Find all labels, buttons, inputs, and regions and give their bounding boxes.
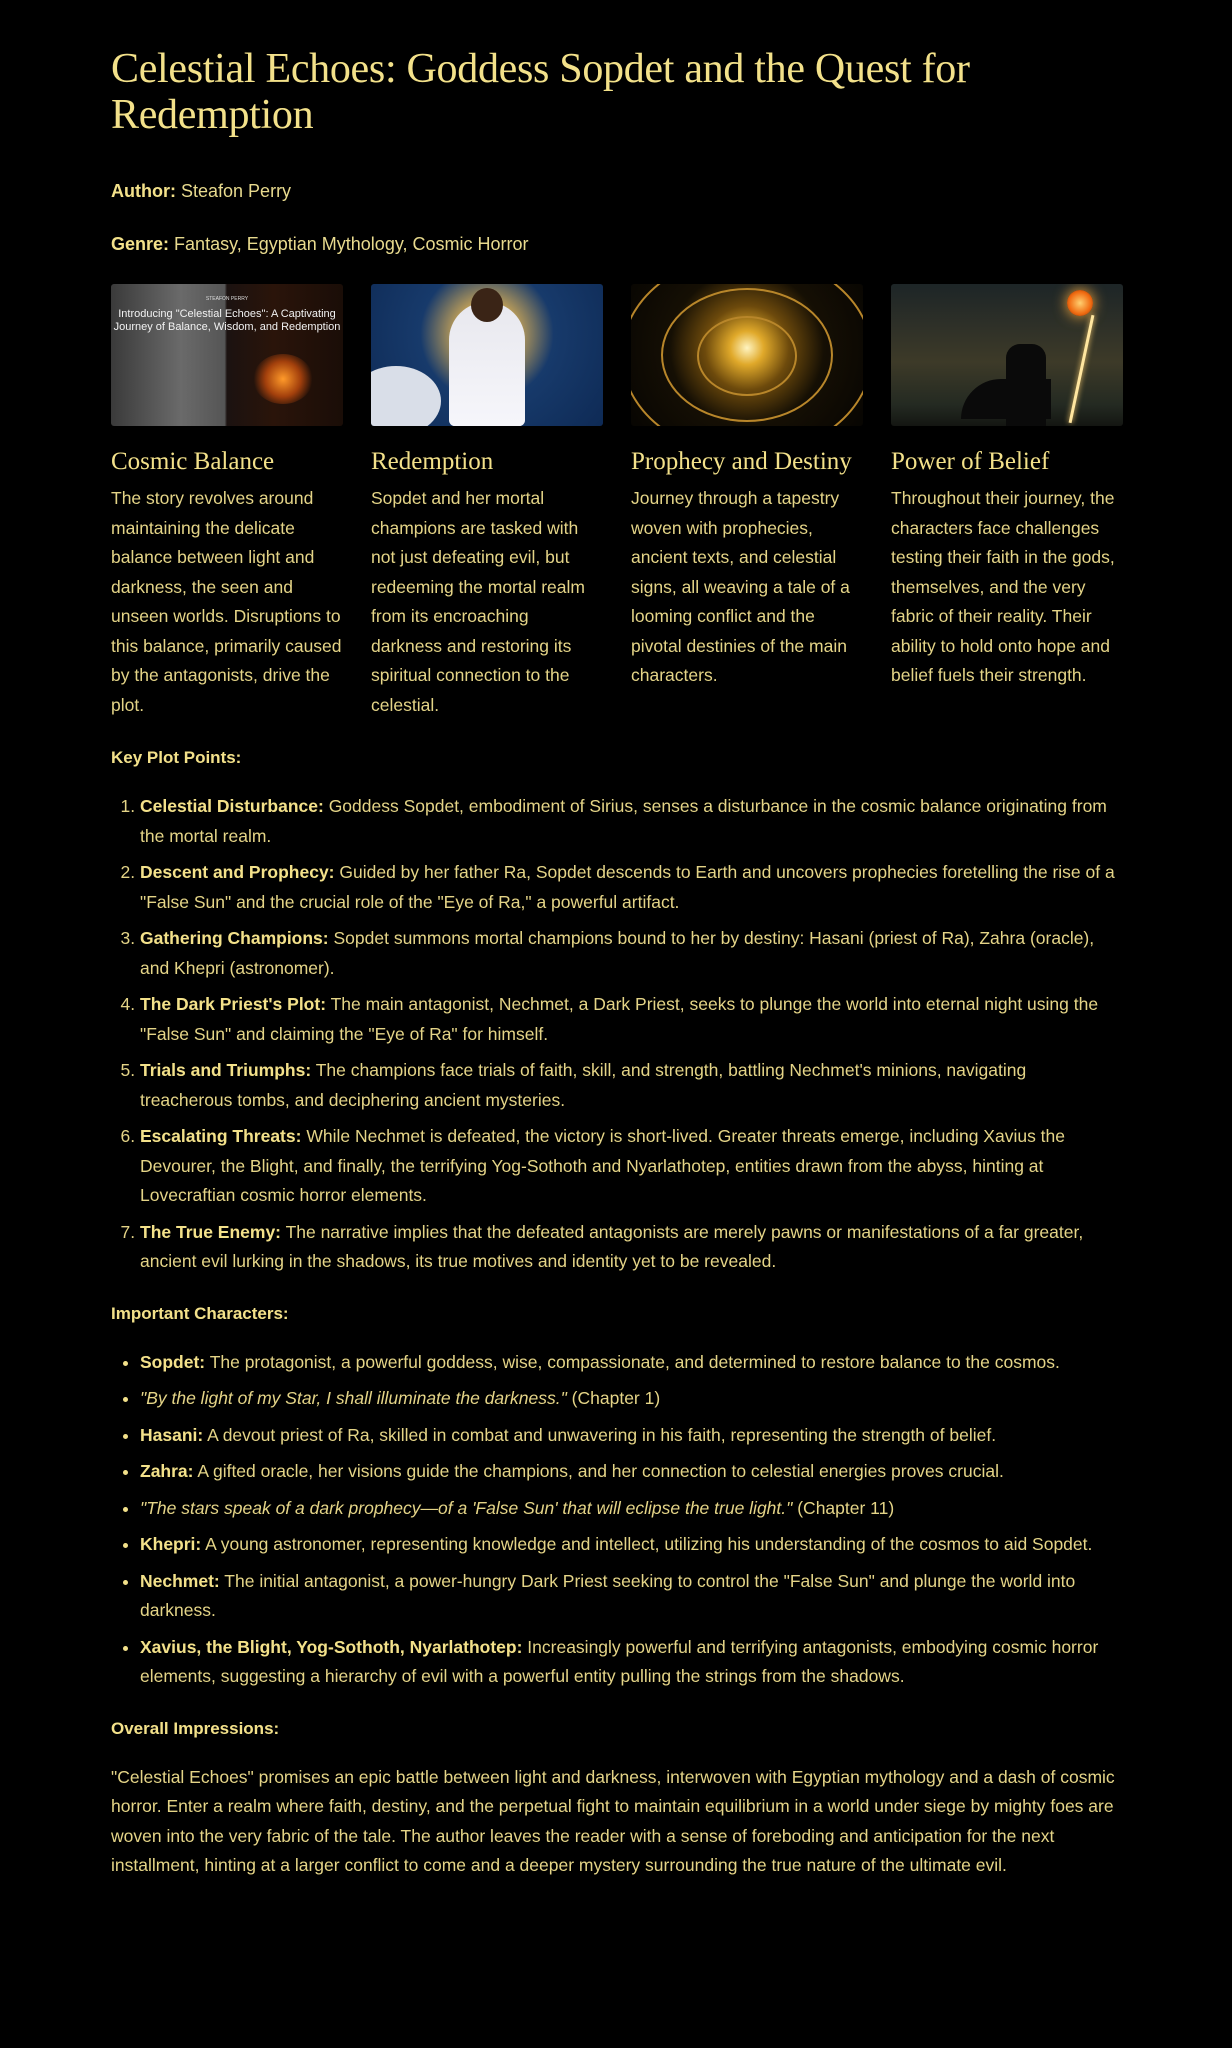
zodiac-wheel-image bbox=[631, 284, 863, 426]
quote-source: (Chapter 11) bbox=[797, 1497, 895, 1518]
character-description: The initial antagonist, a power-hungry Dark Priest seeking to control the "False Sun" and plunge the world into darkness. bbox=[140, 1570, 1076, 1620]
plot-item-label: Gathering Champions: bbox=[140, 928, 329, 948]
impressions-heading: Overall Impressions: bbox=[111, 1718, 280, 1738]
figure-silhouette bbox=[1006, 344, 1046, 426]
author-name: Steafon Perry bbox=[181, 181, 292, 201]
plot-item-text: The champions face trials of faith, skill, and strength, battling Nechmet's minions, navigating treacherous tombs, and deciphering ancient mysteries. bbox=[140, 1060, 1027, 1110]
goddess-image bbox=[371, 284, 603, 426]
author-line bbox=[111, 178, 1121, 204]
plot-item-label: Trials and Triumphs: bbox=[140, 1060, 312, 1080]
plot-item-label: Descent and Prophecy: bbox=[140, 862, 335, 882]
quote-source: (Chapter 1) bbox=[571, 1388, 661, 1408]
fire-glow bbox=[253, 354, 313, 404]
plot-item-label: The True Enemy: bbox=[140, 1221, 282, 1242]
quote-item bbox=[140, 1494, 1121, 1524]
plot-item bbox=[140, 858, 1121, 917]
card-text: Throughout their journey, the characters face challenges testing their faith in the gods, themselves, and the very fabric of their reality. Their ability to hold onto hope and belief fuels their strength. bbox=[891, 488, 1115, 685]
image-overlay-text: Introducing "Celestial Echoes": A Captivating Journey of Balance, Wisdom, and Redemption bbox=[113, 308, 341, 333]
quote-text: "The stars speak of a dark prophecy—of a 'False Sun' that will eclipse the true light." bbox=[140, 1497, 793, 1518]
character-name: Sopdet: bbox=[140, 1351, 206, 1372]
two-faced-portrait-image bbox=[111, 284, 343, 426]
plot-item-text: The narrative implies that the defeated antagonists are merely pawns or manifestations of a far greater, ancient evil lurking in the shadows, its true motives and identity yet to be revealed. bbox=[140, 1221, 1084, 1271]
theme-card-prophecy bbox=[631, 284, 863, 720]
plot-item bbox=[140, 792, 1121, 851]
ring-inner bbox=[697, 316, 797, 396]
theme-card-belief bbox=[891, 284, 1123, 720]
character-item bbox=[140, 1421, 1121, 1451]
impressions-text: "Celestial Echoes" promises an epic battle between light and darkness, interwoven with Egyptian mythology and a dash of cosmic horror. Enter a realm where faith, destiny, and the perpetual fight to maintain equilibrium in a world under siege by mighty foes are woven into the very fabric of the tale. The author leaves the reader with a sense of foreboding and anticipation for the next installment, hinting at a larger conflict to come and a deeper mystery surrounding the true nature of the ultimate evil. bbox=[111, 1766, 1115, 1875]
character-description: A gifted oracle, her visions guide the champions, and her connection to celestial energies proves crucial. bbox=[197, 1461, 1004, 1481]
lightning-bolt bbox=[1069, 315, 1095, 423]
quote-item bbox=[140, 1384, 1121, 1414]
theme-cards bbox=[111, 284, 1121, 720]
genre-label: Genre: bbox=[111, 234, 170, 254]
author-label: Author: bbox=[111, 181, 176, 201]
character-description: Increasingly powerful and terrifying antagonists, embodying cosmic horror elements, suggesting a hierarchy of evil with a powerful entity pulling the strings from the shadows. bbox=[140, 1636, 1099, 1686]
card-title: Redemption bbox=[371, 448, 494, 475]
characters-list bbox=[111, 1348, 1121, 1692]
plot-item bbox=[140, 1122, 1121, 1211]
sun-orb bbox=[1067, 290, 1093, 316]
card-text: Sopdet and her mortal champions are tasked with not just defeating evil, but redeeming the mortal realm from its encroaching darkness and restoring its spiritual connection to the celestial. bbox=[371, 488, 585, 715]
quote-text: "By the light of my Star, I shall illuminate the darkness." bbox=[140, 1388, 567, 1408]
card-text: The story revolves around maintaining the delicate balance between light and darkness, the seen and unseen worlds. Disruptions to this balance, primarily caused by the antagonists, drive the plot. bbox=[111, 488, 342, 715]
plot-item bbox=[140, 924, 1121, 983]
plot-item-text: Guided by her father Ra, Sopdet descends to Earth and uncovers prophecies foretelling the rise of a "False Sun" and the crucial role of the "Eye of Ra," a powerful artifact. bbox=[140, 862, 1115, 912]
character-item bbox=[140, 1530, 1121, 1560]
character-name: Hasani: bbox=[140, 1424, 204, 1445]
plot-item bbox=[140, 1218, 1121, 1277]
image-overlay-subtitle: STEAFON PERRY bbox=[205, 296, 249, 302]
card-text: Journey through a tapestry woven with prophecies, ancient texts, and celestial signs, all weaving a tale of a looming conflict and the pivotal destinies of the main characters. bbox=[631, 488, 850, 685]
plot-list bbox=[111, 792, 1121, 1277]
character-item bbox=[140, 1633, 1121, 1692]
plot-item-label: The Dark Priest's Plot: bbox=[140, 994, 327, 1014]
plot-item-label: Celestial Disturbance: bbox=[140, 796, 324, 816]
plot-item bbox=[140, 1056, 1121, 1115]
character-name: Khepri: bbox=[140, 1534, 202, 1554]
character-name: Zahra: bbox=[140, 1461, 194, 1481]
plot-heading: Key Plot Points: bbox=[111, 748, 242, 767]
theme-card-cosmic-balance bbox=[111, 284, 343, 720]
character-item bbox=[140, 1348, 1121, 1378]
plot-item-text: While Nechmet is defeated, the victory is short-lived. Greater threats emerge, including Xavius the Devourer, the Blight, and finally, the terrifying Yog-Sothoth and Nyarlathotep, entities drawn from the abyss, hinting at Lovecraftian cosmic horror elements. bbox=[140, 1126, 1066, 1205]
goddess-head bbox=[471, 288, 503, 322]
genre-value: Fantasy, Egyptian Mythology, Cosmic Horror bbox=[174, 234, 529, 254]
genre-line bbox=[111, 231, 1121, 257]
character-name: Nechmet: bbox=[140, 1570, 220, 1591]
card-title: Power of Belief bbox=[891, 448, 1050, 475]
character-item bbox=[140, 1457, 1121, 1487]
character-name: Xavius, the Blight, Yog-Sothoth, Nyarlathotep: bbox=[140, 1636, 523, 1657]
character-description: A young astronomer, representing knowledge and intellect, utilizing his understanding of the cosmos to aid Sopdet. bbox=[205, 1534, 1093, 1554]
page-title: Celestial Echoes: Goddess Sopdet and the Quest for Redemption bbox=[111, 46, 970, 138]
plot-item-label: Escalating Threats: bbox=[140, 1126, 302, 1146]
plot-item-text: Goddess Sopdet, embodiment of Sirius, senses a disturbance in the cosmic balance originating from the mortal realm. bbox=[140, 796, 1107, 846]
character-description: The protagonist, a powerful goddess, wise, compassionate, and determined to restore balance to the cosmos. bbox=[209, 1351, 1060, 1372]
cloaked-figure-image bbox=[891, 284, 1123, 426]
plot-item bbox=[140, 990, 1121, 1049]
character-item bbox=[140, 1567, 1121, 1626]
plot-item-text: Sopdet summons mortal champions bound to her by destiny: Hasani (priest of Ra), Zahra (oracle), and Khepri (astronomer). bbox=[140, 928, 1095, 978]
card-title: Prophecy and Destiny bbox=[631, 448, 852, 475]
characters-heading: Important Characters: bbox=[111, 1303, 289, 1323]
plot-item-text: The main antagonist, Nechmet, a Dark Priest, seeks to plunge the world into eternal night using the "False Sun" and claiming the "Eye of Ra" for himself. bbox=[140, 994, 1099, 1044]
character-description: A devout priest of Ra, skilled in combat and unwavering in his faith, representing the strength of belief. bbox=[207, 1424, 997, 1445]
cloud-shape bbox=[371, 366, 441, 426]
theme-card-redemption bbox=[371, 284, 603, 720]
card-title: Cosmic Balance bbox=[111, 448, 275, 475]
